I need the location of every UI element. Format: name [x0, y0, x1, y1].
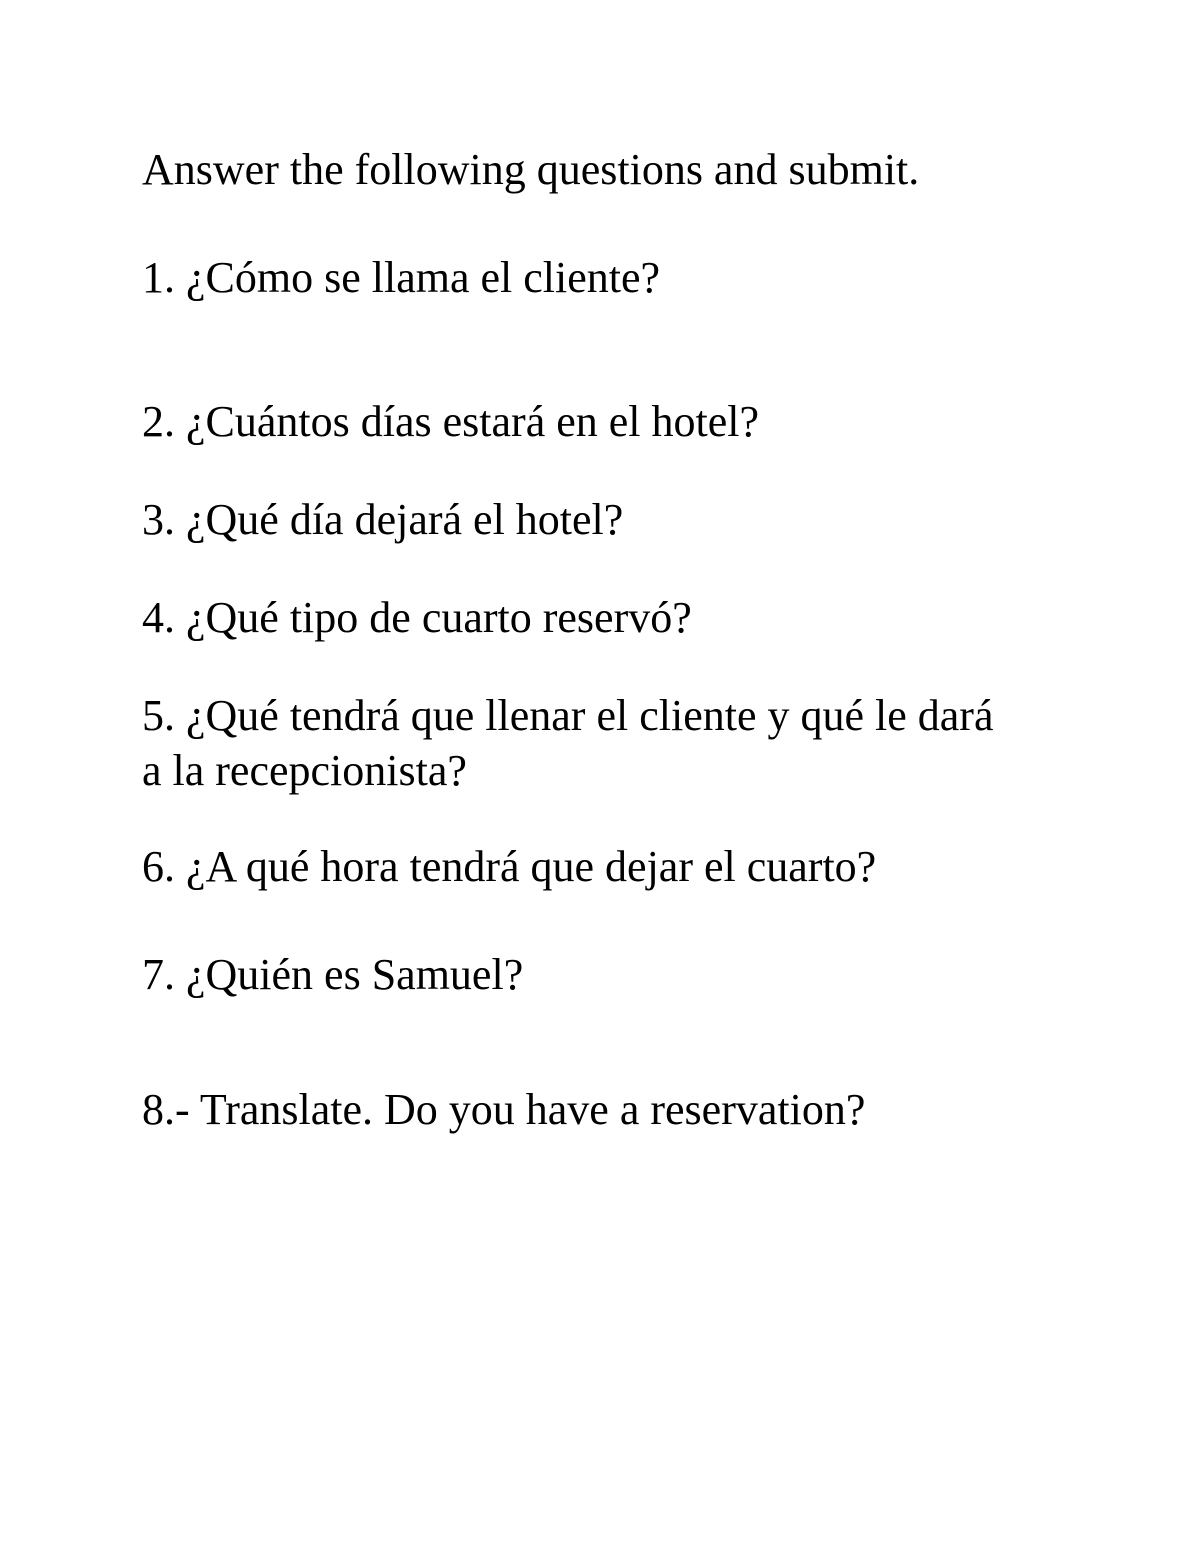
question-4: 4. ¿Qué tipo de cuarto reservó? — [142, 593, 692, 642]
question-5-line-2: a la recepcionista? — [142, 746, 467, 795]
question-1: 1. ¿Cómo se llama el cliente? — [142, 253, 661, 302]
question-8: 8.- Translate. Do you have a reservation? — [142, 1085, 866, 1134]
question-7: 7. ¿Quién es Samuel? — [142, 950, 524, 999]
question-6: 6. ¿A qué hora tendrá que dejar el cuarto? — [142, 842, 877, 891]
question-3: 3. ¿Qué día dejará el hotel? — [142, 495, 624, 544]
question-2: 2. ¿Cuántos días estará en el hotel? — [142, 397, 760, 446]
instruction-heading: Answer the following questions and submit. — [142, 145, 920, 194]
question-5-line-1: 5. ¿Qué tendrá que llenar el cliente y qué le dará — [142, 691, 994, 740]
